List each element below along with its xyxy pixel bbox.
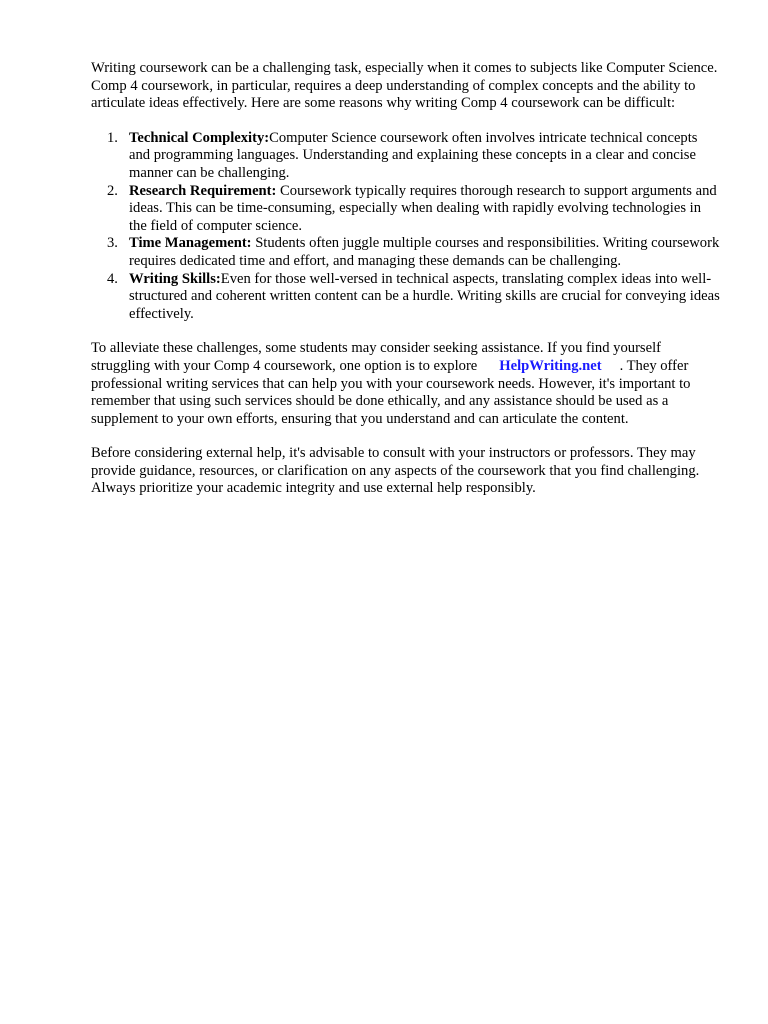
list-text: Computer Science coursework often involves intricate technical concepts and programming languages. Understanding and explaining these concepts in a clear and concise manner can be challenging. [129,129,698,181]
closing-paragraph: Before considering external help, it's advisable to consult with your instructors or professors. They may provide guidance, resources, or clarification on any aspects of the coursework that you find challenging. Always prioritize your academic integrity and use external help responsibly. [91,445,700,497]
list-text: Students often juggle multiple courses and responsibilities. Writing coursework requires dedicated time and effort, and managing these demands can be challenging. [129,235,720,269]
intro-paragraph: Writing coursework can be a challenging task, especially when it comes to subjects like Computer Science. Comp 4 coursework, in particular, requires a deep understanding of complex concepts and the ability to articulate ideas effectively. Here are some reasons why writing Comp 4 coursework can be difficult: [91,60,718,112]
list-term: Technical Complexity: [129,129,270,146]
list-item [91,271,721,324]
assistance-text-before: To alleviate these challenges, some students may consider seeking assistance. If you find yourself struggling with your Comp 4 coursework, one option is to explore [91,340,661,374]
list-term: Time Management: [129,235,252,252]
helpwriting-link[interactable]: HelpWriting.net [499,357,602,374]
reasons-list [91,130,721,324]
list-item [91,130,721,183]
list-item [91,183,721,236]
assistance-paragraph [91,340,721,428]
list-number: 4. [107,270,118,287]
list-number: 3. [107,235,118,252]
list-text: Coursework typically requires thorough research to support arguments and ideas. This can be time-consuming, especially when dealing with rapidly evolving technologies in the field of computer science. [129,182,717,234]
list-item [91,235,721,270]
list-term: Research Requirement: [129,182,277,199]
list-number: 2. [107,182,118,199]
document-page [91,60,721,498]
assistance-text-after: . They offer professional writing services that can help you with your coursework needs. However, it's important to remember that using such services should be done ethically, and any assistance should be used as a supplement to your own efforts, ensuring that you understand and can articulate the content. [91,357,691,427]
list-number: 1. [107,129,118,146]
list-term: Writing Skills: [129,270,221,287]
list-text: Even for those well-versed in technical aspects, translating complex ideas into well-structured and coherent written content can be a hurdle. Writing skills are crucial for conveying ideas effectively. [129,270,720,322]
